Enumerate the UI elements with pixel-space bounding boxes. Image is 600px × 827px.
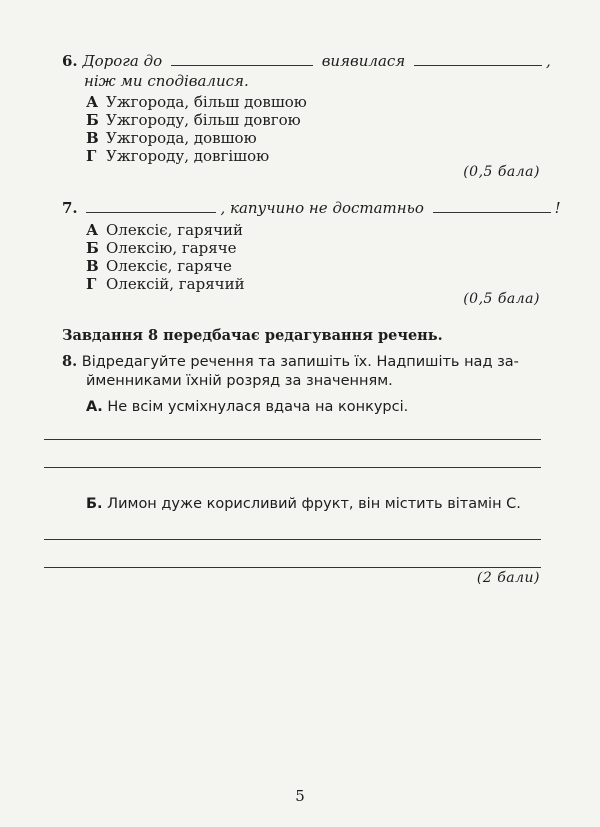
page-number: 5 xyxy=(295,787,305,805)
option-text: Ужгороду, довгішою xyxy=(106,147,270,165)
option-text: Олексіє, гаряче xyxy=(106,257,232,275)
answer-line[interactable] xyxy=(44,539,541,540)
sentence-label: А. xyxy=(86,399,103,415)
option-text: Ужгорода, більш довшою xyxy=(106,93,307,111)
option-b[interactable] xyxy=(86,239,237,257)
option-c[interactable] xyxy=(86,257,232,275)
question-7 xyxy=(62,199,561,217)
instruction-line-2: йменниками їхній розряд за значенням. xyxy=(86,373,393,389)
answer-blank[interactable] xyxy=(86,211,216,213)
option-a[interactable] xyxy=(86,93,307,111)
question-number: 6. xyxy=(62,52,78,70)
option-c[interactable] xyxy=(86,129,257,147)
question-text-part: , xyxy=(546,52,551,70)
answer-line[interactable] xyxy=(44,567,541,568)
question-text-part: виявилася xyxy=(321,52,406,70)
sentence-text: Не всім усміхнулася вдача на конкурсі. xyxy=(107,399,409,415)
option-letter: В xyxy=(86,129,99,147)
option-text: Ужгорода, довшою xyxy=(106,129,257,147)
option-text: Олексій, гарячий xyxy=(106,275,245,293)
sentence-b xyxy=(86,496,521,512)
answer-blank[interactable] xyxy=(171,64,313,66)
question-6-line2: ніж ми сподівалися. xyxy=(84,72,249,90)
task-8-heading: Завдання 8 передбачає редагування речень. xyxy=(62,327,443,344)
question-text-part: ! xyxy=(554,199,561,217)
option-letter: А xyxy=(86,221,99,239)
option-a[interactable] xyxy=(86,221,243,239)
answer-line[interactable] xyxy=(44,467,541,468)
question-number: 8. xyxy=(62,353,78,370)
option-letter: Б xyxy=(86,111,99,129)
question-8 xyxy=(62,353,519,370)
answer-line[interactable] xyxy=(44,439,541,440)
question-number: 7. xyxy=(62,199,78,217)
question-text-part: , капучино не достатньо xyxy=(220,199,424,217)
option-b[interactable] xyxy=(86,111,301,129)
answer-blank[interactable] xyxy=(433,211,551,213)
answer-blank[interactable] xyxy=(414,64,542,66)
sentence-a xyxy=(86,399,408,415)
question-6 xyxy=(62,52,551,70)
sentence-label: Б. xyxy=(86,496,103,512)
sentence-text: Лимон дуже корисливий фрукт, він містить вітамін С. xyxy=(107,496,521,512)
option-letter: А xyxy=(86,93,99,111)
option-text: Ужгороду, більш довгою xyxy=(106,111,301,129)
option-letter: Г xyxy=(86,275,97,293)
option-letter: В xyxy=(86,257,99,275)
option-letter: Б xyxy=(86,239,99,257)
score-label: (2 бали) xyxy=(476,570,540,586)
option-text: Олексіє, гарячий xyxy=(106,221,243,239)
instruction-line-1: Відредагуйте речення та запишіть їх. Надпишіть над за- xyxy=(81,354,519,370)
score-label: (0,5 бала) xyxy=(463,291,540,307)
score-label: (0,5 бала) xyxy=(463,164,540,180)
option-d[interactable] xyxy=(86,275,245,293)
option-text: Олексію, гаряче xyxy=(106,239,237,257)
option-letter: Г xyxy=(86,147,97,165)
option-d[interactable] xyxy=(86,147,269,165)
question-text-part: Дорога до xyxy=(82,52,163,70)
